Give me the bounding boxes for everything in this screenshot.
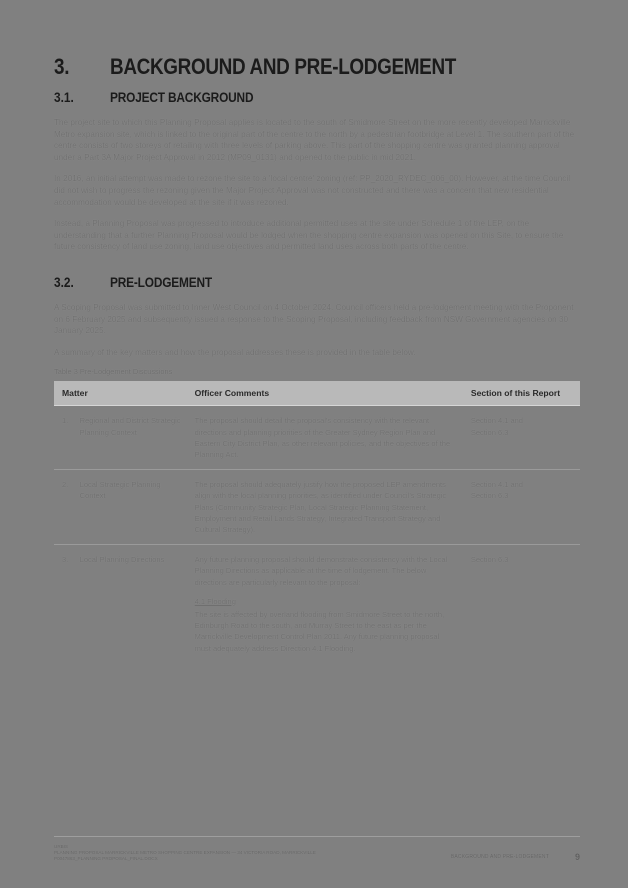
table-caption: Table 3 Pre-Lodgement Discussions	[54, 367, 173, 377]
comment-paragraph: The proposal should detail the proposal's consistency with the relevant directions and planning priorities of the Greater Sydney Region Plan and Eastern City District Plan, as other relevant policies, and the objectives of the Planning Act.	[194, 416, 451, 459]
row-comments	[187, 545, 463, 663]
paragraph: The project site to which this Planning Proposal applies is located to the south of Smidmore Street on the more recently developed Marrickville Metro expansion site, which is linked to the original part of the centre to the north by a pedestrian footbridge at Level 1. The southern part of the centre consists of two storeys of retailing with three levels of parking above. This part of the shopping centre was granted planning approval under a Part 3A Major Project Approval in 2012 (MP09_0131) and opened to the public in mid 2021.	[54, 118, 575, 162]
footer-section-reference: BACKGROUND AND PRE-LODGEMENT	[450, 854, 549, 860]
comment-paragraph: The site is affected by overland flooding from Smidmore Street to the north, Edinburgh Road to the south, and Murray Street to the east as per the Marrickville Development Control Plan 2011. Any future planning proposal must adequately address Direction 4.1 Flooding.	[194, 609, 445, 653]
column-header-section: Section of this Report	[463, 381, 580, 406]
row-comments	[187, 470, 463, 545]
column-header-officer-comments: Officer Comments	[187, 381, 463, 406]
section-reference: Section 6.3	[470, 427, 509, 437]
paragraph: A Scoping Proposal was submitted to Inner West Council on 4 October 2024. Council officers held a pre-lodgement meeting with the Proponent on 6 February 2025 and subsequently issued a response to the Scoping Proposal, including feedback from NSW Government agencies on 30 January 2025.	[54, 302, 574, 336]
row-section	[463, 406, 580, 470]
paragraph: Instead, a Planning Proposal was progressed to introduce additional permitted uses at the site under Schedule 1 of the LEP, on the understanding that a further Planning Proposal would be lodged when the shopping centre expansion was opened on this Site, to ensure the future consistency of land use zoning, land use objectives and permitted land uses across both parts of the centre.	[54, 219, 564, 252]
section-title: BACKGROUND AND PRE-LODGEMENT	[110, 54, 456, 79]
footer-left-block	[54, 844, 316, 862]
table-row	[54, 406, 580, 470]
footer-divider	[54, 836, 580, 837]
row-comments	[187, 406, 463, 470]
row-number: 2.	[54, 470, 72, 545]
row-number: 3.	[62, 555, 69, 565]
subsection-title: PRE-LODGEMENT	[110, 274, 212, 290]
page-number: 9	[574, 852, 580, 862]
section-reference: Section 6.3	[470, 491, 509, 501]
row-section	[463, 545, 580, 663]
row-matter: Local Planning Directions	[79, 555, 165, 565]
comment-subheading: 4.1 Flooding	[194, 596, 236, 606]
pre-lodgement-table	[54, 381, 580, 662]
section-reference: Section 6.3	[470, 555, 509, 565]
row-matter: Local Strategic Planning Context	[72, 470, 187, 545]
paragraph: In 2016, an initial attempt was made to rezone the site to a 'local centre' zoning (ref: PP_2020_RYDEC_006_00). However, at the time Council did not wish to progress the rezoning given the Major Project Approval was not constructed and there was a concern that new residential accommodation would be developed at the site if it was rezoned.	[54, 174, 571, 207]
footer-brand: URBIS	[54, 844, 69, 849]
table-header-row	[54, 381, 580, 406]
heading-project-background	[54, 90, 580, 105]
subsection-number: 3.1.	[54, 90, 74, 105]
row-number: 1.	[54, 406, 72, 470]
comment-paragraph: Any future planning proposal should demonstrate consistency with the Local Planning Directions as applicable at the time of lodgement. The below directions are particularly relevant to the proposal:	[194, 555, 448, 587]
table-row	[54, 470, 580, 545]
row-matter: Regional and District Strategic Planning Context	[72, 406, 187, 470]
subsection-number: 3.2.	[54, 274, 74, 290]
section-reference: Section 4.1 and	[470, 480, 523, 490]
page-footer	[54, 836, 580, 862]
paragraph: A summary of the key matters and how the proposal addresses these is provided in the table below.	[54, 347, 416, 357]
column-header-matter: Matter	[54, 381, 187, 406]
table-row	[54, 545, 580, 663]
subsection-title: PROJECT BACKGROUND	[110, 90, 254, 105]
comment-paragraph: The proposal should adequately justify how the proposed LEP amendments align with the local planning priorities, as identified under Council's Strategic Plans (Community Strategic Plan, Local Strategic Planning Statement, Employment and Retail Lands Strategy, Integrated Transport Strategy and Cultural Strategy).	[194, 480, 447, 534]
section-reference: Section 4.1 and	[470, 416, 523, 426]
section-number: 3.	[54, 54, 70, 79]
footer-document-title: PLANNING PROPOSAL MARRICKVILLE METRO SHOPPING CENTRE EXPANSION — 34 VICTORIA ROAD, MARRICKVILLE	[54, 850, 316, 855]
heading-pre-lodgement	[54, 275, 580, 290]
row-section	[463, 470, 580, 545]
page-title	[54, 54, 580, 80]
footer-file-name: P0047863_PLANNING PROPOSAL_FINAL.DOCX	[54, 856, 158, 861]
